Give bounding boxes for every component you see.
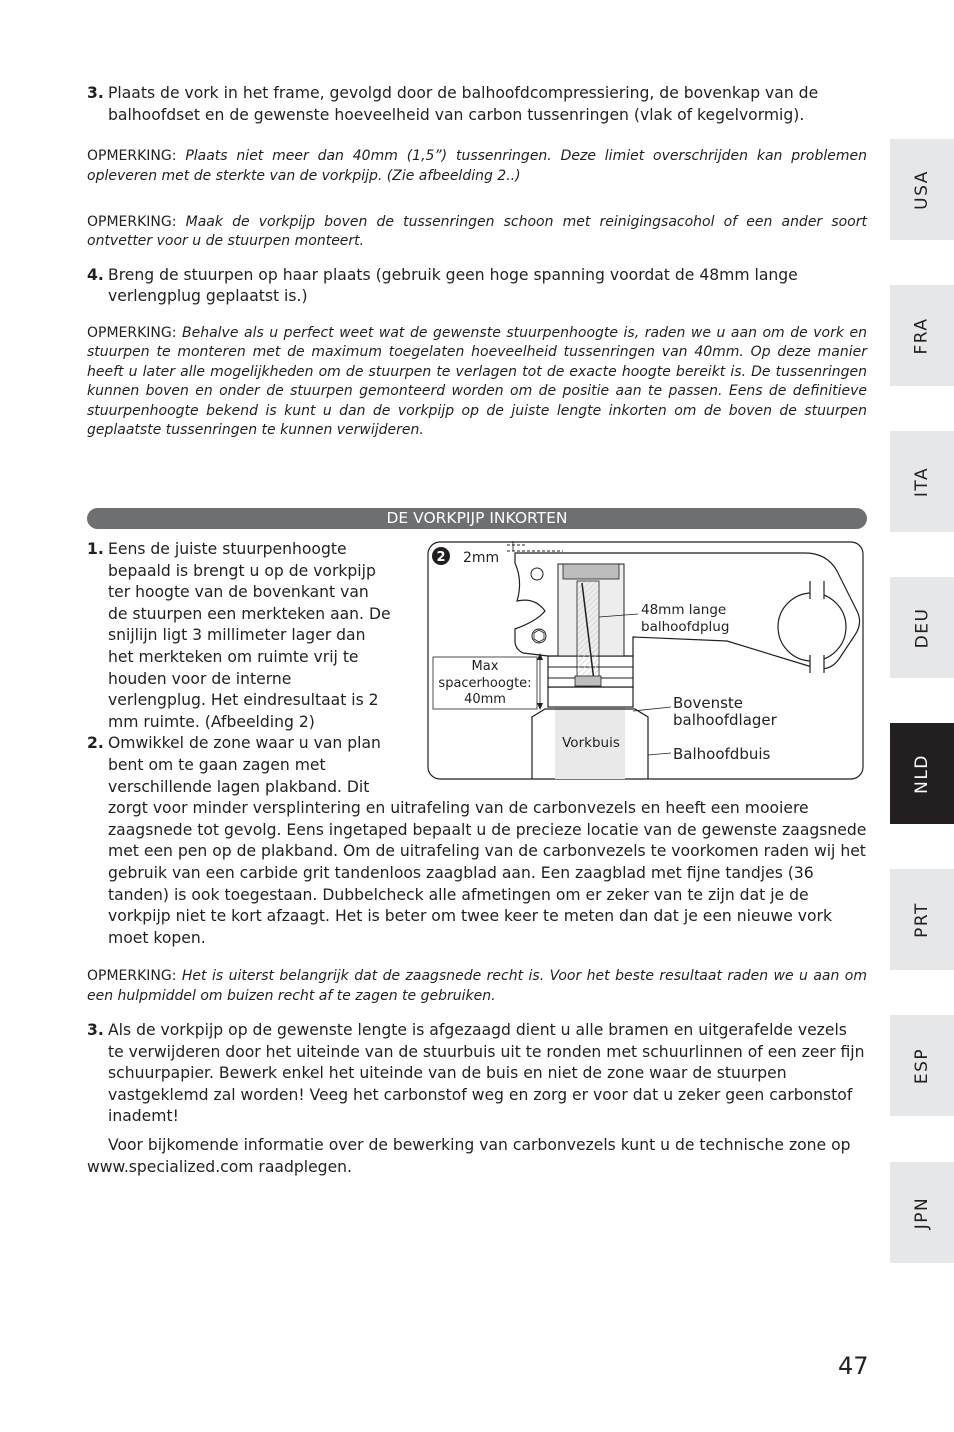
tab-label: ESP: [911, 1047, 932, 1084]
main-content: [87, 83, 867, 440]
closing-paragraph: Voor bijkomende informatie over de bewerking van carbonvezels kunt u de technische zone op www.specialized.com raadplegen.: [87, 1136, 851, 1176]
figure-badge-number: 2: [436, 550, 446, 565]
step-number: 1.: [87, 540, 104, 558]
note-text: Het is uiterst belangrijk dat de zaagsnede recht is. Voor het beste resultaat raden we u aan om een hulpmiddel om buizen recht af te zagen te gebruiken.: [87, 968, 868, 1004]
note-label: OPMERKING:: [87, 325, 177, 341]
plug-label-line2: balhoofdplug: [641, 619, 730, 635]
step-number: 3.: [87, 84, 104, 102]
step-text: Breng de stuurpen op haar plaats (gebruik geen hoge spanning voordat de 48mm lange verlengplug geplaatst is.): [108, 265, 798, 306]
section-step-3: [87, 1020, 867, 1128]
note-straight-cut: [87, 967, 867, 1006]
headtube-label: Balhoofdbuis: [673, 745, 771, 763]
tab-label: PRT: [912, 901, 932, 938]
tab-label: NLD: [912, 753, 932, 794]
step-number: 3.: [87, 1021, 104, 1040]
step-3-top: [87, 83, 867, 126]
step-text: Plaats de vork in het frame, gevolgd door de balhoofdcompressiering, de bovenkap van de balhoofdset en de gewenste hoeveelheid van carbon tussenringen (vlak of kegelvormig).: [108, 84, 819, 124]
note-clean-steerer: [87, 213, 867, 252]
step-text: Omwikkel de zone waar u van plan bent om te gaan zagen met verschillende lagen plakband. Dit zorgt voor minder versplintering en uitrafeling van de carbonvezels en heeft een mooiere zaagsnede tot gevolg. Eens ingetaped bepaalt u de precieze locatie van de gewenste zaagsnede met een pen op de plakband. Om de uitrafeling van de carbonvezels te voorkomen raden wij het gebruik van een carbide grit tandenloos zaagblad aan. Een zaagblad met fijne tandjes (36 tanden) is ook toegestaan. Dubbelcheck alle afmetingen om er zeker van te zijn dat je de vorkpijp niet te kort afzaagt. Het is beter om twee keer te meten dan dat je een nieuwe vork moet kopen.: [108, 734, 867, 947]
note-spacer-limit: [87, 147, 867, 186]
expander-plug-cap: [563, 564, 619, 579]
plug-label-line1: 48mm lange: [641, 602, 727, 618]
language-tab-deu[interactable]: [890, 577, 954, 678]
note-label: OPMERKING:: [87, 214, 177, 230]
step-text: Als de vorkpijp op de gewenste lengte is afgezaagd dient u alle bramen en uitgerafelde vezels te verwijderen door het uiteinde van de stuurbuis uit te ronden met schuurlinnen of een zeer fijn schuurpapier. Bewerk enkel het uiteinde van de buis en niet de zone waar de stuurpen vastgeklemd zal worden! Veeg het carbonstof weg en zorg er voor dat u zeker geen carbonstof inademt!: [108, 1021, 865, 1126]
tab-label: ITA: [912, 466, 932, 497]
spacer-label-line1: Max: [471, 659, 499, 674]
step-number: 4.: [87, 265, 104, 284]
stem-bolt-upper: [531, 568, 543, 580]
tab-label: FRA: [912, 316, 932, 355]
step-text: Eens de juiste stuurpenhoogte bepaald is brengt u op de vorkpijp ter hoogte van de bovenkant van de stuurpen een merkteken aan. De snijlijn ligt 3 millimeter lager dan het merkteken om ruimte vrij te houden voor de interne verlengplug. Het eindresultaat is 2 mm ruimte. (Afbeelding 2): [108, 540, 391, 731]
bearing-label-line2: balhoofdlager: [673, 711, 777, 729]
page-number: 47: [838, 1352, 869, 1380]
language-tab-ita[interactable]: [890, 431, 954, 532]
stem-diagram-svg: [427, 541, 864, 780]
language-tab-jpn[interactable]: [890, 1162, 954, 1263]
note-label: OPMERKING:: [87, 968, 177, 985]
step-number: 2.: [87, 734, 104, 753]
language-tab-nld[interactable]: [890, 723, 954, 824]
note-text: Plaats niet meer dan 40mm (1,5”) tussenringen. Deze limiet overschrijden kan problemen opleveren met de sterkte van de vorkpijp. (Zie afbeelding 2..): [87, 148, 867, 184]
spacer-label-line2: spacerhoogte:: [438, 676, 532, 691]
gap-label: 2mm: [463, 550, 500, 566]
tab-label: DEU: [912, 607, 932, 648]
bearing-label-line1: Bovenste: [673, 694, 744, 712]
note-stem-height: [87, 324, 867, 440]
step-4: [87, 265, 867, 308]
section-heading: DE VORKPIJP INKORTEN: [87, 508, 867, 529]
note-text: Behalve als u perfect weet wat de gewenste stuurpenhoogte is, raden we u aan om de vork en stuurpen te monteren met de maximum toegelaten hoeveelheid tussenringen van 40mm. Op deze manier heeft u later alle mogelijkheden om de stuurpen te verlagen tot de exacte hoogte bereikt is. De tussenringen kunnen boven en onder de stuurpen gemonteerd worden om de positie aan te passen. Eens de definitieve stuurpenhoogte bekend is kunt u dan de vorkpijp op de juiste lengte inkorten om de boven de stuurpen geplaatste tussenringen te kunnen verwijderen.: [87, 325, 867, 439]
spacer-label-line3: 40mm: [464, 692, 506, 707]
note-text: Maak de vorkpijp boven de tussenringen schoon met reinigingsacohol of een ander soort ontvetter voor u de stuurpen monteert.: [87, 214, 867, 250]
figure-2-stem-diagram: [427, 541, 864, 780]
language-tab-esp[interactable]: [890, 1015, 954, 1116]
tab-label: JPN: [911, 1196, 932, 1229]
note-label: OPMERKING:: [87, 148, 177, 165]
steerer-label: Vorkbuis: [562, 735, 620, 751]
tab-label: USA: [912, 169, 932, 210]
top-bearing: [548, 687, 633, 707]
language-tab-fra[interactable]: [890, 285, 954, 386]
language-tab-usa[interactable]: [890, 139, 954, 240]
language-tab-prt[interactable]: [890, 869, 954, 970]
